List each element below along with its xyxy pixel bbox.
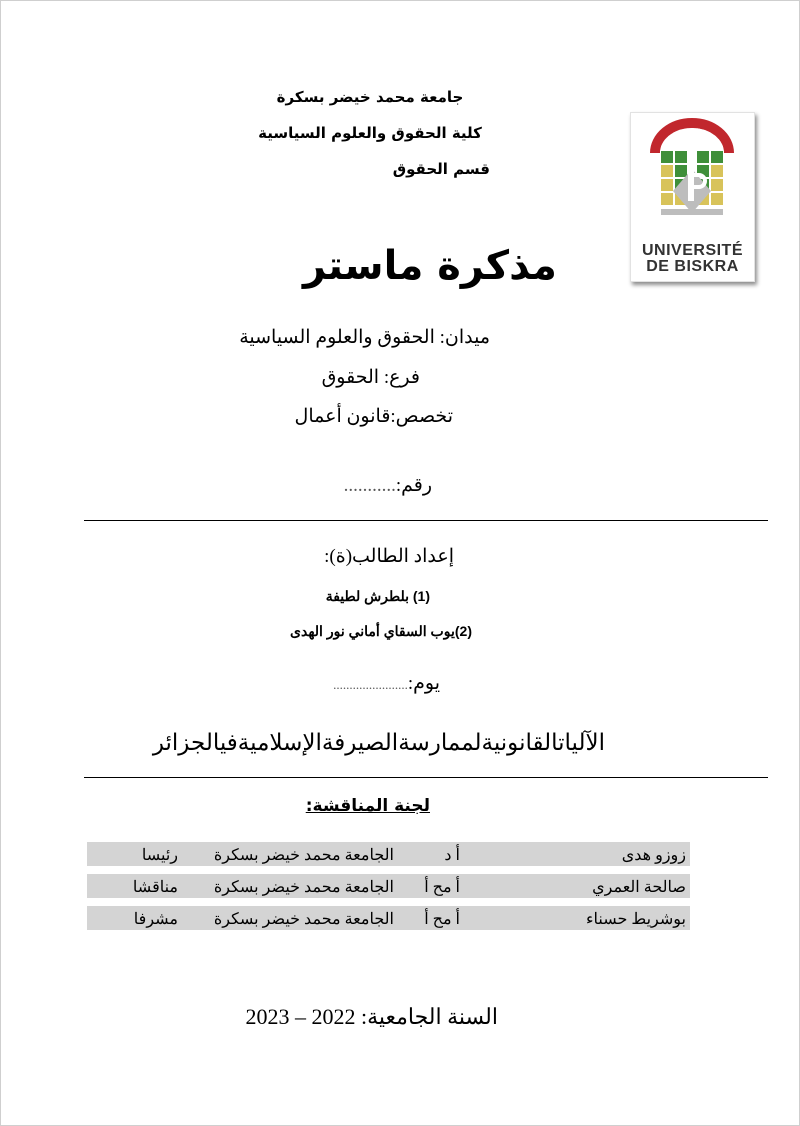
committee-row bbox=[87, 906, 690, 930]
academic-year: السنة الجامعية: 2022 – 2023 bbox=[245, 1004, 498, 1029]
biskra-emblem-icon bbox=[631, 113, 754, 233]
divider-bottom bbox=[84, 777, 768, 778]
committee-heading: لجنة المناقشة: bbox=[305, 796, 430, 816]
field-number bbox=[312, 474, 432, 497]
field-domain: ميدان: الحقوق والعلوم السياسية bbox=[239, 327, 490, 348]
date-dots: ....................... bbox=[333, 677, 408, 692]
defense-date bbox=[300, 672, 440, 695]
document-title: مذكرة ماستر bbox=[303, 243, 557, 289]
department-name: قسم الحقوق bbox=[392, 160, 490, 178]
member-rank: أ مح أ bbox=[424, 879, 460, 896]
faculty-name: كلية الحقوق والعلوم السياسية bbox=[258, 124, 482, 142]
university-name: جامعة محمد خيضر بسكرة bbox=[276, 88, 464, 106]
number-dots: ........... bbox=[343, 475, 396, 496]
number-label: رقم: bbox=[395, 475, 432, 496]
student-2: (2)يوب السقاي أماني نور الهدى bbox=[290, 623, 472, 639]
member-role: مناقشا bbox=[132, 879, 178, 896]
committee-row bbox=[87, 842, 690, 866]
logo-text-line2: DE BISKRA bbox=[646, 258, 739, 275]
member-institution: الجامعة محمد خيضر بسكرة bbox=[213, 847, 394, 864]
member-rank: أ مح أ bbox=[424, 911, 460, 928]
committee-row bbox=[87, 874, 690, 898]
thesis-title: الآلياتالقانونيةلممارسةالصيرفةالإسلاميةفيالجزائر bbox=[152, 730, 605, 755]
students-heading: إعداد الطالب(ة): bbox=[324, 546, 454, 567]
divider-top bbox=[84, 520, 768, 521]
member-institution: الجامعة محمد خيضر بسكرة bbox=[213, 879, 394, 896]
field-specialty: تخصص:قانون أعمال bbox=[294, 406, 453, 427]
member-role: رئيسا bbox=[141, 847, 178, 864]
member-name: بوشريط حسناء bbox=[586, 911, 686, 928]
member-role: مشرفا bbox=[133, 911, 178, 928]
field-branch: فرع: الحقوق bbox=[321, 367, 420, 388]
member-rank: أ د bbox=[444, 847, 460, 864]
member-name: صالحة العمري bbox=[592, 879, 686, 896]
member-institution: الجامعة محمد خيضر بسكرة bbox=[213, 911, 394, 928]
logo-text-line1: UNIVERSITÉ bbox=[641, 242, 743, 259]
student-1: (1) بلطرش لطيفة bbox=[325, 588, 430, 604]
member-name: زوزو هدى bbox=[621, 847, 686, 864]
date-label: يوم: bbox=[407, 673, 440, 694]
university-logo bbox=[630, 112, 755, 282]
